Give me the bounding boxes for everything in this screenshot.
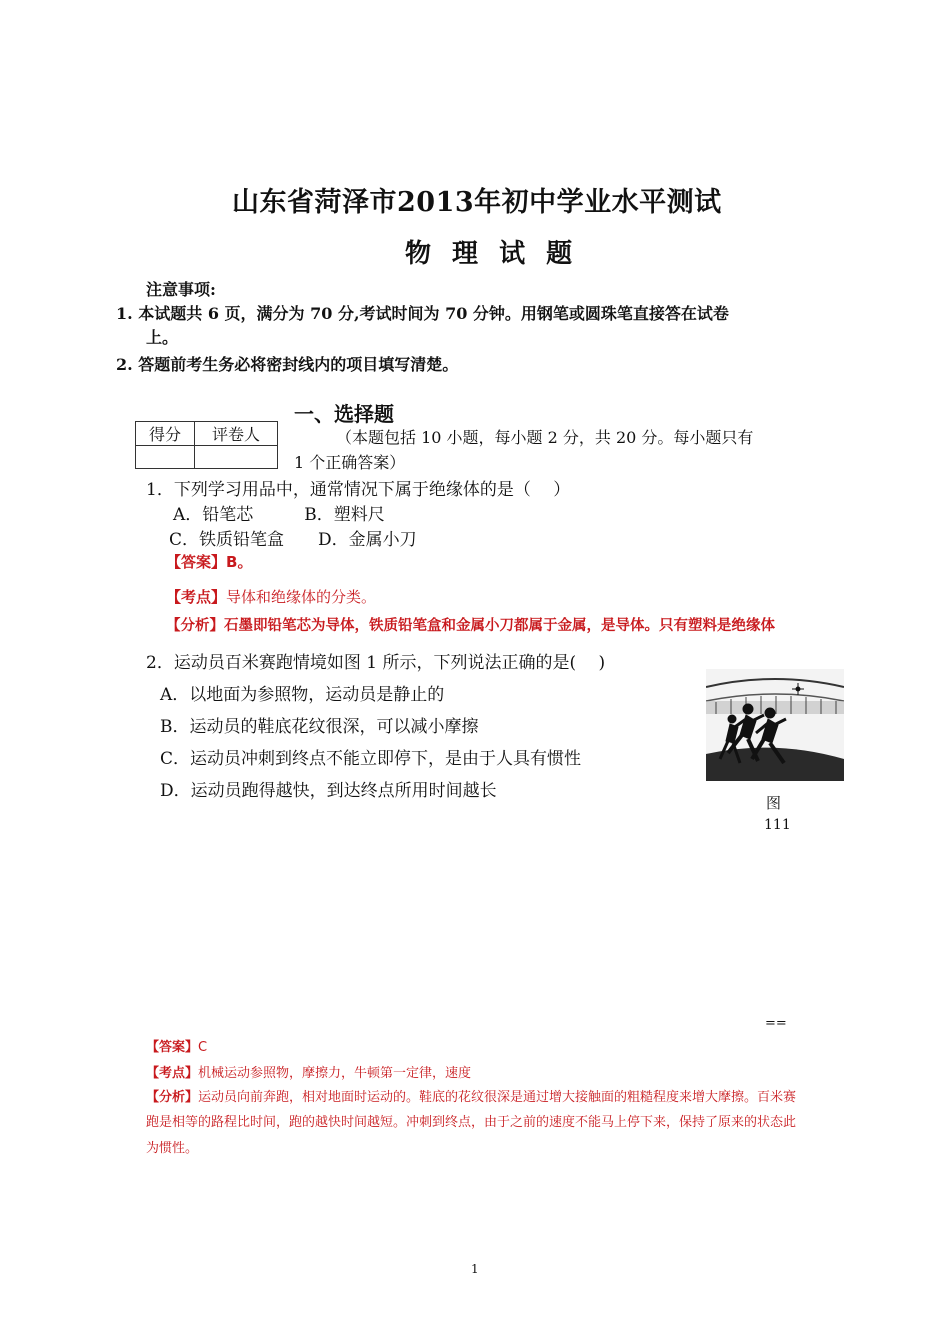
page-number: 1 (471, 1262, 479, 1276)
q1-answer (166, 551, 252, 572)
q2-analysis-cont: 跑是相等的路程比时间，跑的越快时间越短。冲刺到终点，由于之前的速度不能马上停下来，保持了原来的状态此 (146, 1115, 797, 1130)
section-desc: （本题包括 10 小题，每小题 2 分，共 20 分。每小题只有 (336, 428, 754, 447)
page-subtitle: 物 理 试 题 (405, 239, 579, 269)
q2-stem: 2．运动员百米赛跑情境如图 1 所示，下列说法正确的是( ) (146, 653, 606, 673)
q1-options-row2: C．铁质铅笔盒 D．金属小刀 (169, 530, 417, 550)
page-marker: == (765, 1016, 787, 1031)
score-table (135, 421, 278, 469)
q1-point-value: 导体和绝缘体的分类。 (226, 588, 377, 606)
figure-caption: 图 (766, 794, 782, 812)
notice-item-2: 2. 答题前考生务必将密封线内的项目填写清楚。 (116, 355, 459, 374)
notice-heading: 注意事项: (146, 280, 216, 299)
q1-analysis (166, 614, 775, 635)
score-cell-value[interactable] (136, 446, 195, 469)
q2-option-b: B．运动员的鞋底花纹很深，可以减小摩擦 (160, 717, 479, 737)
notice-item-1-cont: 上。 (146, 328, 179, 347)
sprinters-figure (706, 669, 844, 781)
page-title: 山东省菏泽市2013年初中学业水平测试 (232, 187, 722, 218)
notice-item-1: 1. 本试题共 6 页，满分为 70 分,考试时间为 70 分钟。用钢笔或圆珠笔直接答在试卷 (116, 304, 729, 323)
q2-answer (146, 1036, 207, 1055)
q2-point-value: 机械运动参照物，摩擦力，牛顿第一定律，速度 (198, 1066, 472, 1081)
q1-analysis-value: 石墨即铅笔芯为导体，铁质铅笔盒和金属小刀都属于金属，是导体。只有塑料是绝缘体 (224, 618, 775, 634)
q1-options-row1: A．铅笔芯 B．塑料尺 (173, 505, 385, 525)
section-title: 一、选择题 (294, 402, 394, 426)
q2-point (146, 1062, 471, 1081)
q1-answer-label: 【答案】 (166, 553, 227, 571)
section-desc-cont: 1 个正确答案） (294, 453, 406, 472)
figure-caption-number: 111 (764, 817, 791, 833)
q2-option-c: C．运动员冲刺到终点不能立即停下，是由于人具有惯性 (160, 749, 582, 769)
grader-cell-label: 评卷人 (195, 422, 278, 446)
q2-analysis (146, 1086, 796, 1105)
q1-analysis-label: 【分析】 (166, 618, 224, 634)
grader-cell-value[interactable] (195, 446, 278, 469)
score-cell-label: 得分 (136, 422, 195, 446)
q2-answer-label: 【答案】 (146, 1040, 199, 1055)
q2-analysis-label: 【分析】 (146, 1090, 199, 1105)
q2-analysis-line1: 运动员向前奔跑，相对地面时运动的。鞋底的花纹很深是通过增大接触面的粗糙程度来增大摩擦。百米赛 (198, 1090, 797, 1105)
q1-stem: 1．下列学习用品中，通常情况下属于绝缘体的是（ ） (146, 480, 571, 500)
q2-option-d: D．运动员跑得越快，到达终点所用时间越长 (160, 781, 497, 801)
q1-point-label: 【考点】 (166, 588, 227, 606)
q2-option-a: A．以地面为参照物，运动员是静止的 (160, 685, 445, 705)
q1-answer-value: B。 (226, 553, 253, 571)
q2-point-label: 【考点】 (146, 1066, 199, 1081)
q1-point (166, 586, 376, 607)
q2-answer-value: C (198, 1040, 208, 1055)
q2-analysis-cont-2: 为惯性。 (146, 1141, 199, 1156)
